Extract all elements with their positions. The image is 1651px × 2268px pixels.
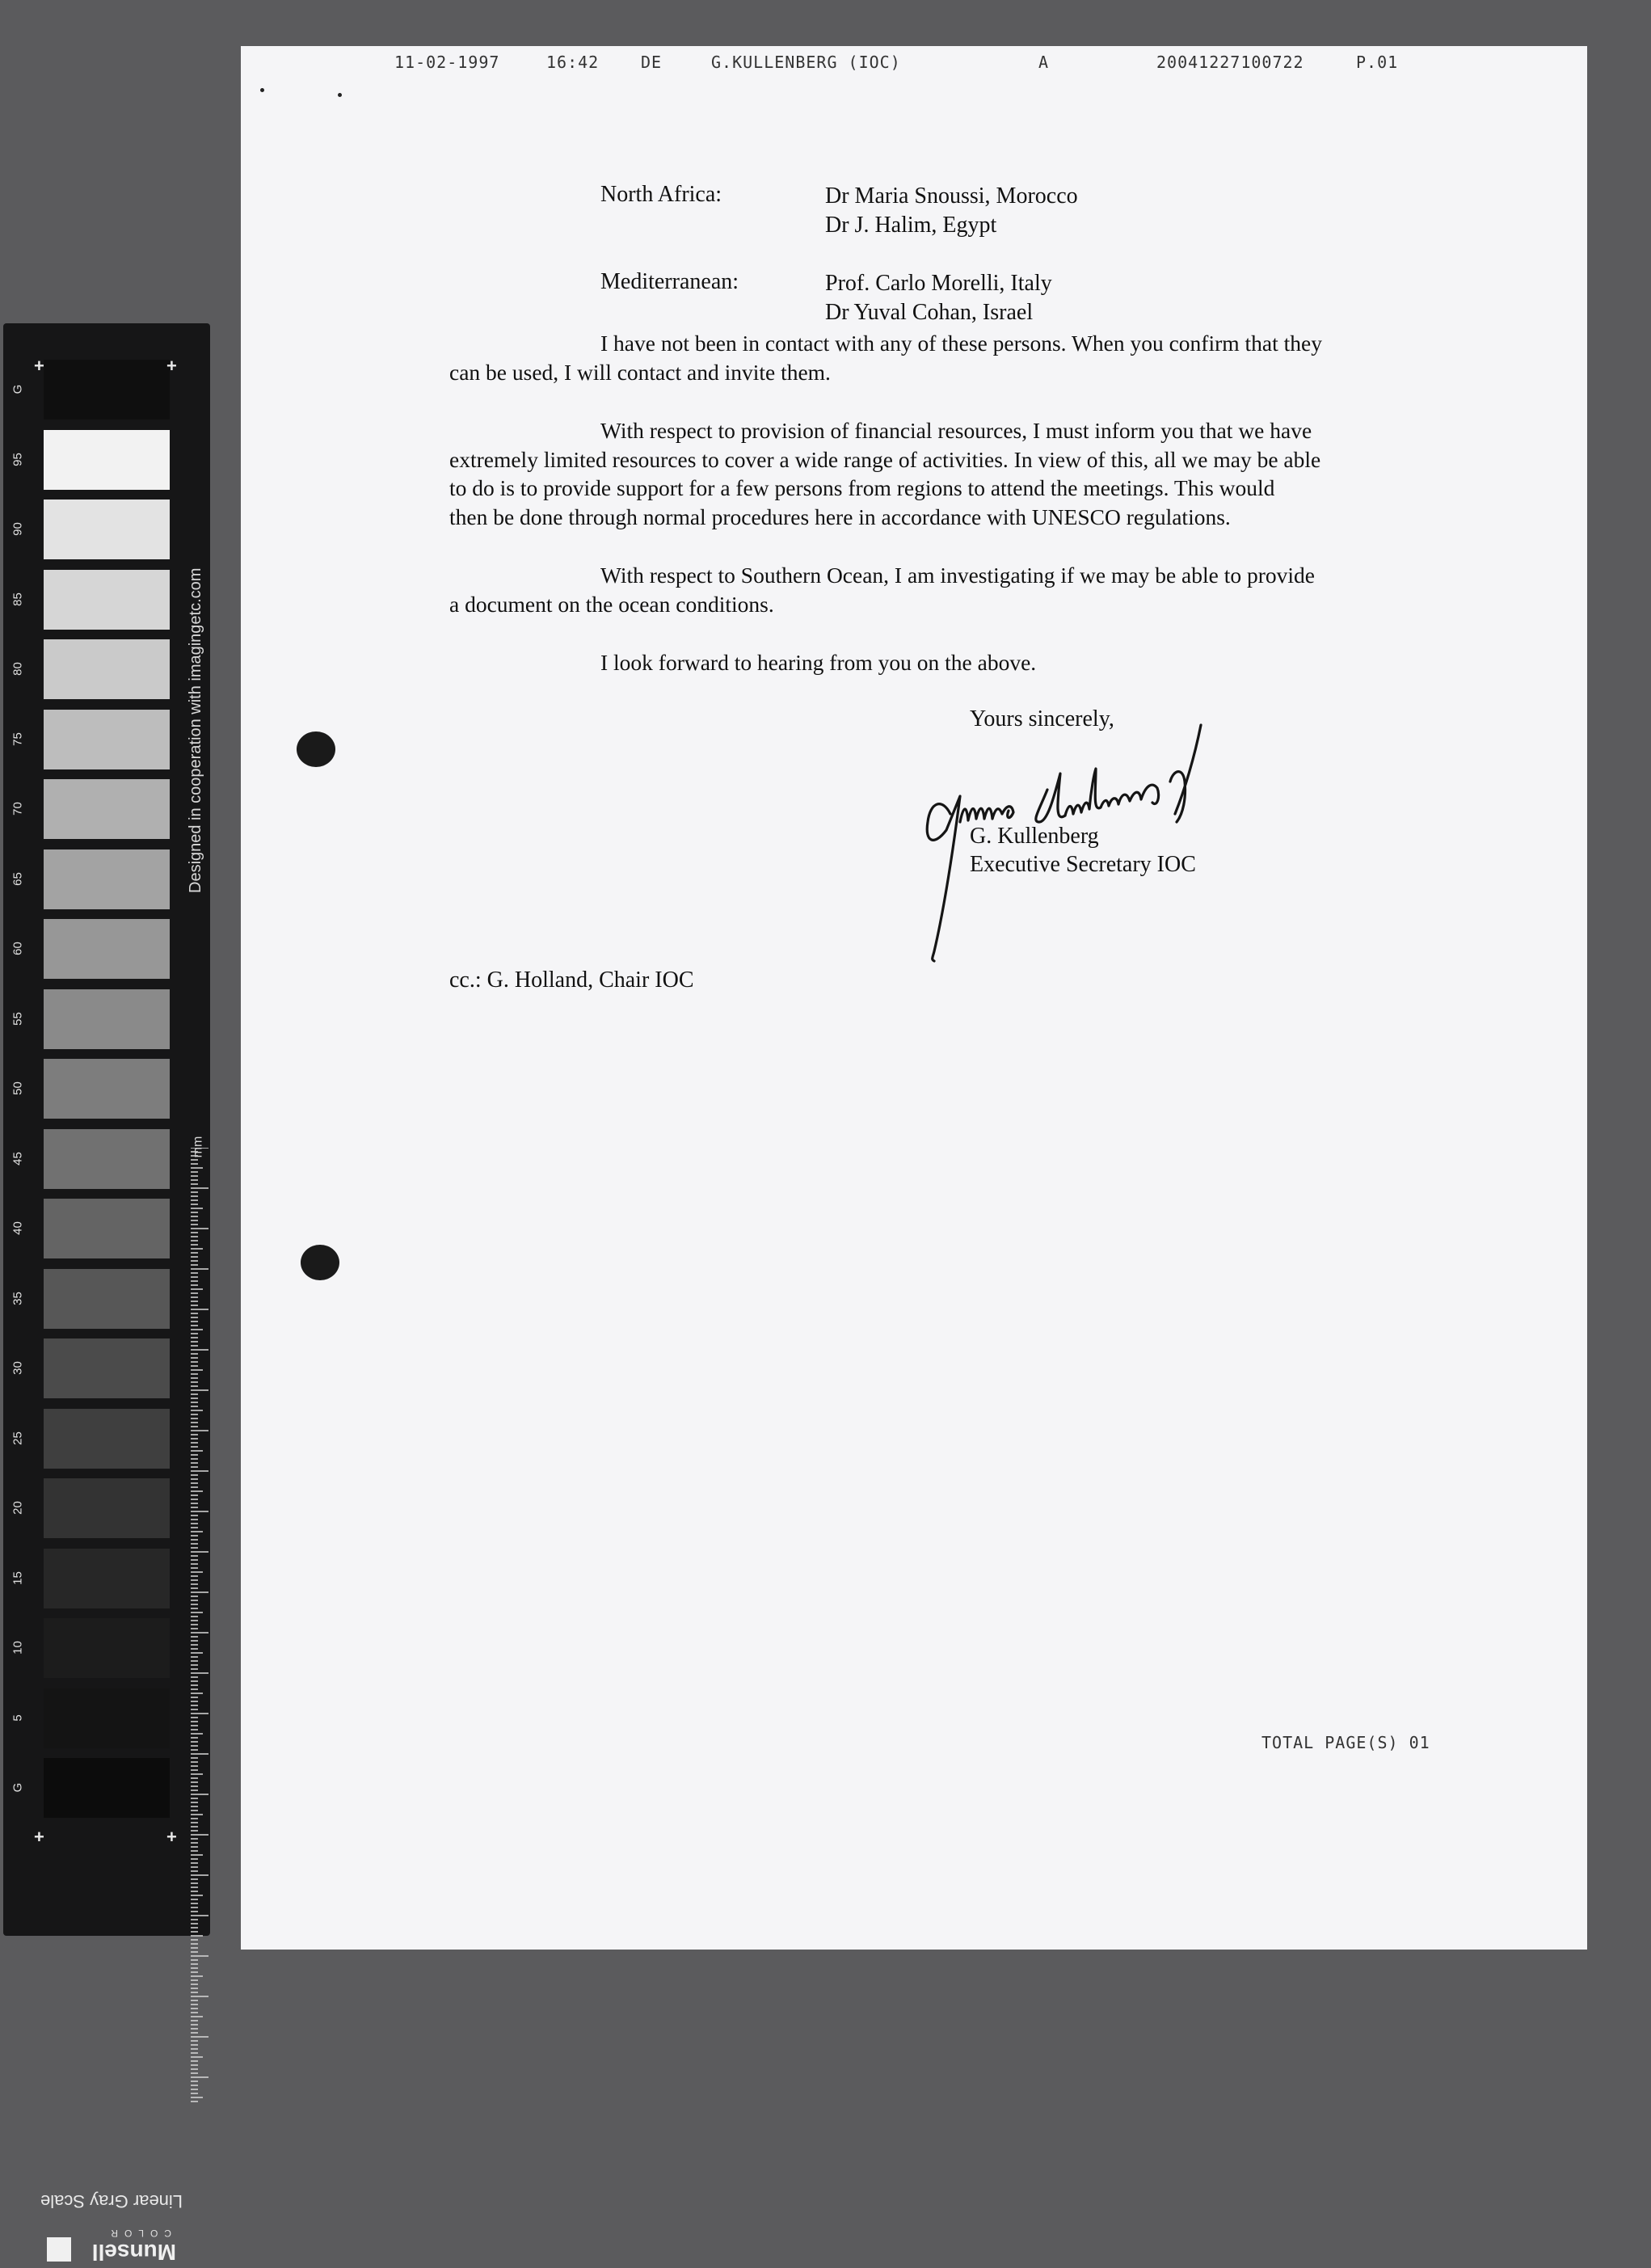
gray-patch-label: 70 — [11, 802, 25, 816]
gray-patch — [44, 989, 170, 1049]
brand-sub: COLOR — [104, 2228, 171, 2239]
munsell-logo — [39, 2223, 176, 2268]
body-paragraph — [449, 648, 1415, 677]
contact-region: Mediterranean: — [600, 269, 739, 294]
paragraph-line: I have not been in contact with any of these persons. When you confirm that they — [600, 331, 1322, 356]
gray-patch — [44, 1129, 170, 1189]
gray-patch — [44, 1478, 170, 1538]
signer-title: Executive Secretary IOC — [970, 852, 1196, 877]
gray-patch-label: 20 — [11, 1501, 25, 1515]
gray-patch — [44, 1688, 170, 1748]
gray-patch — [44, 1409, 170, 1469]
paragraph-line: With respect to provision of financial resources, I must inform you that we have — [600, 418, 1312, 443]
gray-patch-label: 50 — [11, 1081, 25, 1095]
paragraph-line: then be done through normal procedures here in accordance with UNESCO regulations. — [449, 504, 1231, 529]
contact-region: North Africa: — [600, 182, 722, 207]
gray-patch — [44, 919, 170, 979]
gray-patch — [44, 1758, 170, 1818]
fax-flag: A — [1038, 53, 1050, 72]
gray-patch-label: G — [11, 384, 25, 394]
gray-patch-label: 60 — [11, 942, 25, 955]
paragraph-line: can be used, I will contact and invite them. — [449, 359, 831, 385]
gray-patch-label: 95 — [11, 452, 25, 466]
designed-by-text: Designed in cooperation with imagingetc.com — [187, 567, 204, 893]
fax-footer: TOTAL PAGE(S) 01 — [1261, 1733, 1430, 1752]
body-paragraph — [449, 561, 1415, 618]
plus-mark: + — [34, 1827, 44, 1847]
gray-patch — [44, 1269, 170, 1329]
gray-patch — [44, 710, 170, 769]
fax-page — [241, 46, 1587, 1950]
scale-name: Linear Gray Scale — [40, 2191, 183, 2211]
gray-patch-label: 35 — [11, 1291, 25, 1305]
fax-time: 16:42 — [546, 53, 600, 72]
grid-logo-icon — [47, 2237, 71, 2262]
paragraph-line: I look forward to hearing from you on the above. — [600, 650, 1037, 675]
paragraph-line: to do is to provide support for a few persons from regions to attend the meetings. This would — [449, 475, 1275, 500]
fax-sender: G.KULLENBERG (IOC) — [711, 53, 901, 72]
gray-patch — [44, 1059, 170, 1119]
body-paragraph — [449, 329, 1415, 386]
paragraph-line: extremely limited resources to cover a wide range of activities. In view of this, all we may be able — [449, 446, 1321, 472]
gray-patch-label: 5 — [11, 1714, 25, 1722]
gray-patch — [44, 1549, 170, 1608]
fax-date: 11-02-1997 — [394, 53, 500, 72]
brand-name: Munsell — [91, 2240, 176, 2265]
contact-person: Dr Maria Snoussi, Morocco — [825, 183, 1078, 209]
gray-patch — [44, 779, 170, 839]
gray-patch — [44, 430, 170, 490]
gray-patch-label: 30 — [11, 1361, 25, 1375]
body-paragraph — [449, 416, 1415, 531]
cc-line: cc.: G. Holland, Chair IOC — [449, 967, 694, 993]
ruler-unit-label: mm — [191, 1136, 205, 1158]
gray-patch-label: G — [11, 1782, 25, 1793]
plus-mark: + — [166, 1827, 177, 1847]
gray-patch — [44, 1618, 170, 1678]
gray-patch — [44, 360, 170, 419]
gray-patch-label: 55 — [11, 1011, 25, 1026]
gray-patch-label: 85 — [11, 592, 25, 606]
paper-speck — [260, 88, 264, 92]
gray-scale-card — [3, 323, 210, 2265]
gray-patch — [44, 1338, 170, 1398]
gray-patch-label: 65 — [11, 871, 25, 886]
signer-name: G. Kullenberg — [970, 824, 1099, 849]
gray-patch-label: 75 — [11, 731, 25, 746]
contact-person: Dr Yuval Cohan, Israel — [825, 300, 1034, 325]
paper-speck — [338, 93, 342, 97]
gray-patch — [44, 639, 170, 699]
punch-hole — [297, 731, 335, 767]
fax-number: 20041227100722 — [1156, 53, 1304, 72]
fax-page-number: P.01 — [1356, 53, 1399, 72]
gray-patch-label: 15 — [11, 1570, 25, 1585]
gray-patch-label: 10 — [11, 1641, 25, 1655]
gray-patch-label: 45 — [11, 1151, 25, 1166]
gray-patch — [44, 1199, 170, 1258]
gray-patch-label: 40 — [11, 1221, 25, 1235]
gray-patch-label: 25 — [11, 1431, 25, 1445]
gray-patch — [44, 570, 170, 630]
gray-patch-label: 90 — [11, 522, 25, 536]
gray-patch — [44, 849, 170, 909]
closing: Yours sincerely, — [970, 706, 1114, 731]
contact-person: Prof. Carlo Morelli, Italy — [825, 271, 1052, 296]
ruler-scale — [191, 1148, 210, 2106]
paragraph-line: With respect to Southern Ocean, I am investigating if we may be able to provide — [600, 563, 1315, 588]
contact-person: Dr J. Halim, Egypt — [825, 213, 997, 238]
paragraph-line: a document on the ocean conditions. — [449, 591, 774, 617]
fax-code: DE — [641, 53, 663, 72]
punch-hole — [301, 1245, 339, 1280]
gray-patch — [44, 500, 170, 559]
plus-mark: + — [34, 356, 44, 376]
plus-mark: + — [166, 356, 177, 376]
gray-patch-label: 80 — [11, 662, 25, 676]
